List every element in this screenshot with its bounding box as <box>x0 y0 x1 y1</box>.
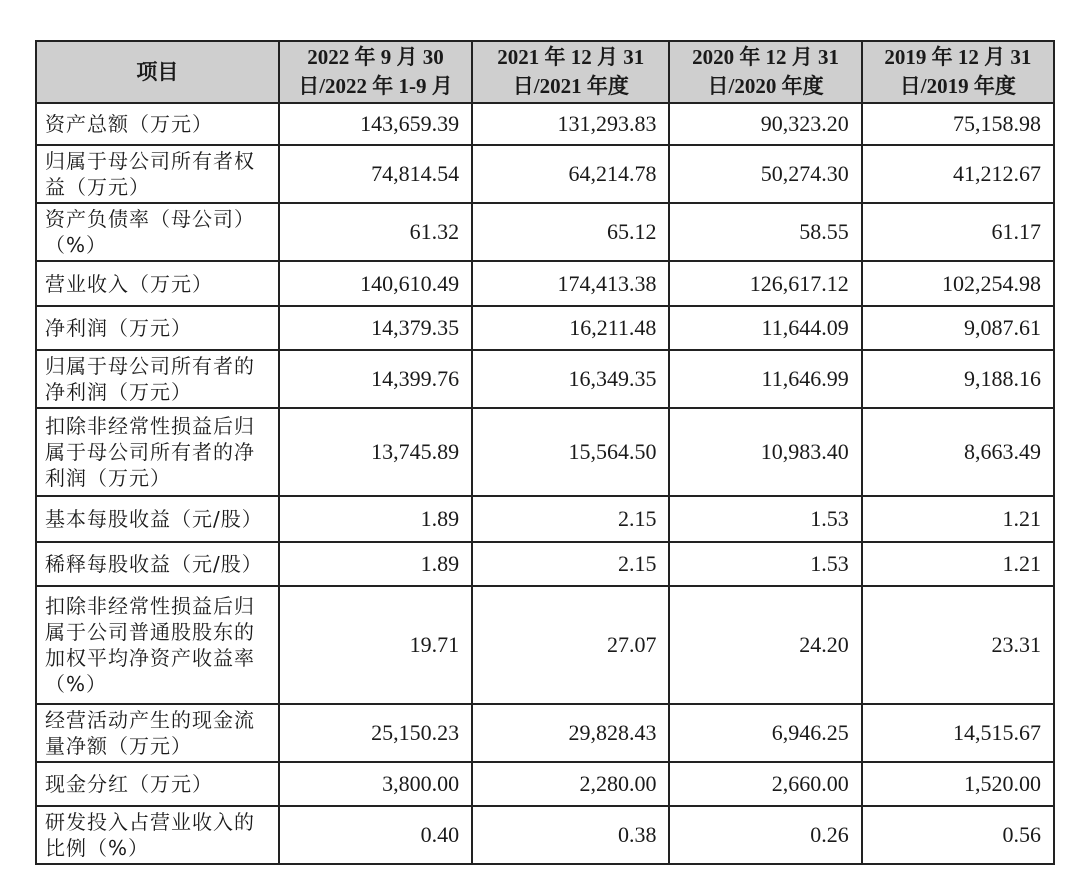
row-value: 1.53 <box>669 542 861 586</box>
row-value: 102,254.98 <box>862 261 1054 306</box>
table-row <box>36 306 1054 350</box>
row-value: 3,800.00 <box>279 762 472 806</box>
header-col-2021-line2: 日/2021 年度 <box>512 74 629 98</box>
row-value: 174,413.38 <box>472 261 669 306</box>
table-header-row <box>36 41 1054 103</box>
row-label: 资产负债率（母公司）（%） <box>36 203 279 261</box>
row-label: 现金分红（万元） <box>36 762 279 806</box>
row-value: 1,520.00 <box>862 762 1054 806</box>
row-value: 14,515.67 <box>862 704 1054 762</box>
header-col-2020-line1: 2020 年 12 月 31 <box>692 45 840 69</box>
row-value: 1.89 <box>279 542 472 586</box>
row-value: 50,274.30 <box>669 145 861 203</box>
row-label: 归属于母公司所有者的净利润（万元） <box>36 350 279 408</box>
row-value: 131,293.83 <box>472 103 669 145</box>
row-value: 74,814.54 <box>279 145 472 203</box>
row-value: 14,399.76 <box>279 350 472 408</box>
row-value: 11,646.99 <box>669 350 861 408</box>
row-label: 稀释每股收益（元/股） <box>36 542 279 586</box>
row-value: 6,946.25 <box>669 704 861 762</box>
table-row <box>36 542 1054 586</box>
row-value: 2.15 <box>472 496 669 542</box>
row-value: 1.21 <box>862 542 1054 586</box>
row-value: 143,659.39 <box>279 103 472 145</box>
row-value: 41,212.67 <box>862 145 1054 203</box>
table-row <box>36 203 1054 261</box>
row-label: 基本每股收益（元/股） <box>36 496 279 542</box>
row-label: 资产总额（万元） <box>36 103 279 145</box>
row-label: 归属于母公司所有者权益（万元） <box>36 145 279 203</box>
table-row <box>36 350 1054 408</box>
row-value: 19.71 <box>279 586 472 704</box>
row-value: 10,983.40 <box>669 408 861 496</box>
table-row <box>36 586 1054 704</box>
row-value: 1.53 <box>669 496 861 542</box>
table-row <box>36 145 1054 203</box>
row-value: 9,188.16 <box>862 350 1054 408</box>
financial-table-container <box>35 40 1055 865</box>
row-value: 14,379.35 <box>279 306 472 350</box>
header-col-2021 <box>472 41 669 103</box>
row-value: 61.32 <box>279 203 472 261</box>
row-label: 净利润（万元） <box>36 306 279 350</box>
table-row <box>36 103 1054 145</box>
row-value: 1.21 <box>862 496 1054 542</box>
row-value: 64,214.78 <box>472 145 669 203</box>
row-value: 11,644.09 <box>669 306 861 350</box>
row-value: 1.89 <box>279 496 472 542</box>
header-col-2019-line1: 2019 年 12 月 31 <box>884 45 1032 69</box>
row-value: 0.26 <box>669 806 861 864</box>
row-value: 65.12 <box>472 203 669 261</box>
row-value: 27.07 <box>472 586 669 704</box>
row-value: 2,280.00 <box>472 762 669 806</box>
header-col-2019 <box>862 41 1054 103</box>
row-value: 24.20 <box>669 586 861 704</box>
row-value: 0.38 <box>472 806 669 864</box>
header-col-2022-line2: 日/2022 年 1-9 月 <box>298 74 453 98</box>
row-value: 58.55 <box>669 203 861 261</box>
row-value: 29,828.43 <box>472 704 669 762</box>
row-value: 25,150.23 <box>279 704 472 762</box>
row-value: 8,663.49 <box>862 408 1054 496</box>
row-label: 扣除非经常性损益后归属于母公司所有者的净利润（万元） <box>36 408 279 496</box>
row-value: 2.15 <box>472 542 669 586</box>
row-value: 90,323.20 <box>669 103 861 145</box>
header-item: 项目 <box>36 41 279 103</box>
row-label: 研发投入占营业收入的比例（%） <box>36 806 279 864</box>
header-col-2022 <box>279 41 472 103</box>
row-value: 126,617.12 <box>669 261 861 306</box>
table-row <box>36 704 1054 762</box>
table-row <box>36 261 1054 306</box>
row-value: 15,564.50 <box>472 408 669 496</box>
table-row <box>36 496 1054 542</box>
row-value: 9,087.61 <box>862 306 1054 350</box>
table-row <box>36 408 1054 496</box>
row-value: 0.56 <box>862 806 1054 864</box>
row-value: 140,610.49 <box>279 261 472 306</box>
row-label: 扣除非经常性损益后归属于公司普通股股东的加权平均净资产收益率（%） <box>36 586 279 704</box>
header-col-2019-line2: 日/2019 年度 <box>899 74 1016 98</box>
header-col-2020 <box>669 41 861 103</box>
row-value: 13,745.89 <box>279 408 472 496</box>
table-row <box>36 806 1054 864</box>
row-value: 16,349.35 <box>472 350 669 408</box>
row-value: 16,211.48 <box>472 306 669 350</box>
row-label: 营业收入（万元） <box>36 261 279 306</box>
header-col-2021-line1: 2021 年 12 月 31 <box>497 45 645 69</box>
financial-summary-table <box>35 40 1055 865</box>
row-value: 61.17 <box>862 203 1054 261</box>
header-col-2020-line2: 日/2020 年度 <box>707 74 824 98</box>
row-value: 75,158.98 <box>862 103 1054 145</box>
table-row <box>36 762 1054 806</box>
row-value: 2,660.00 <box>669 762 861 806</box>
row-value: 23.31 <box>862 586 1054 704</box>
header-col-2022-line1: 2022 年 9 月 30 <box>307 45 444 69</box>
row-label: 经营活动产生的现金流量净额（万元） <box>36 704 279 762</box>
row-value: 0.40 <box>279 806 472 864</box>
